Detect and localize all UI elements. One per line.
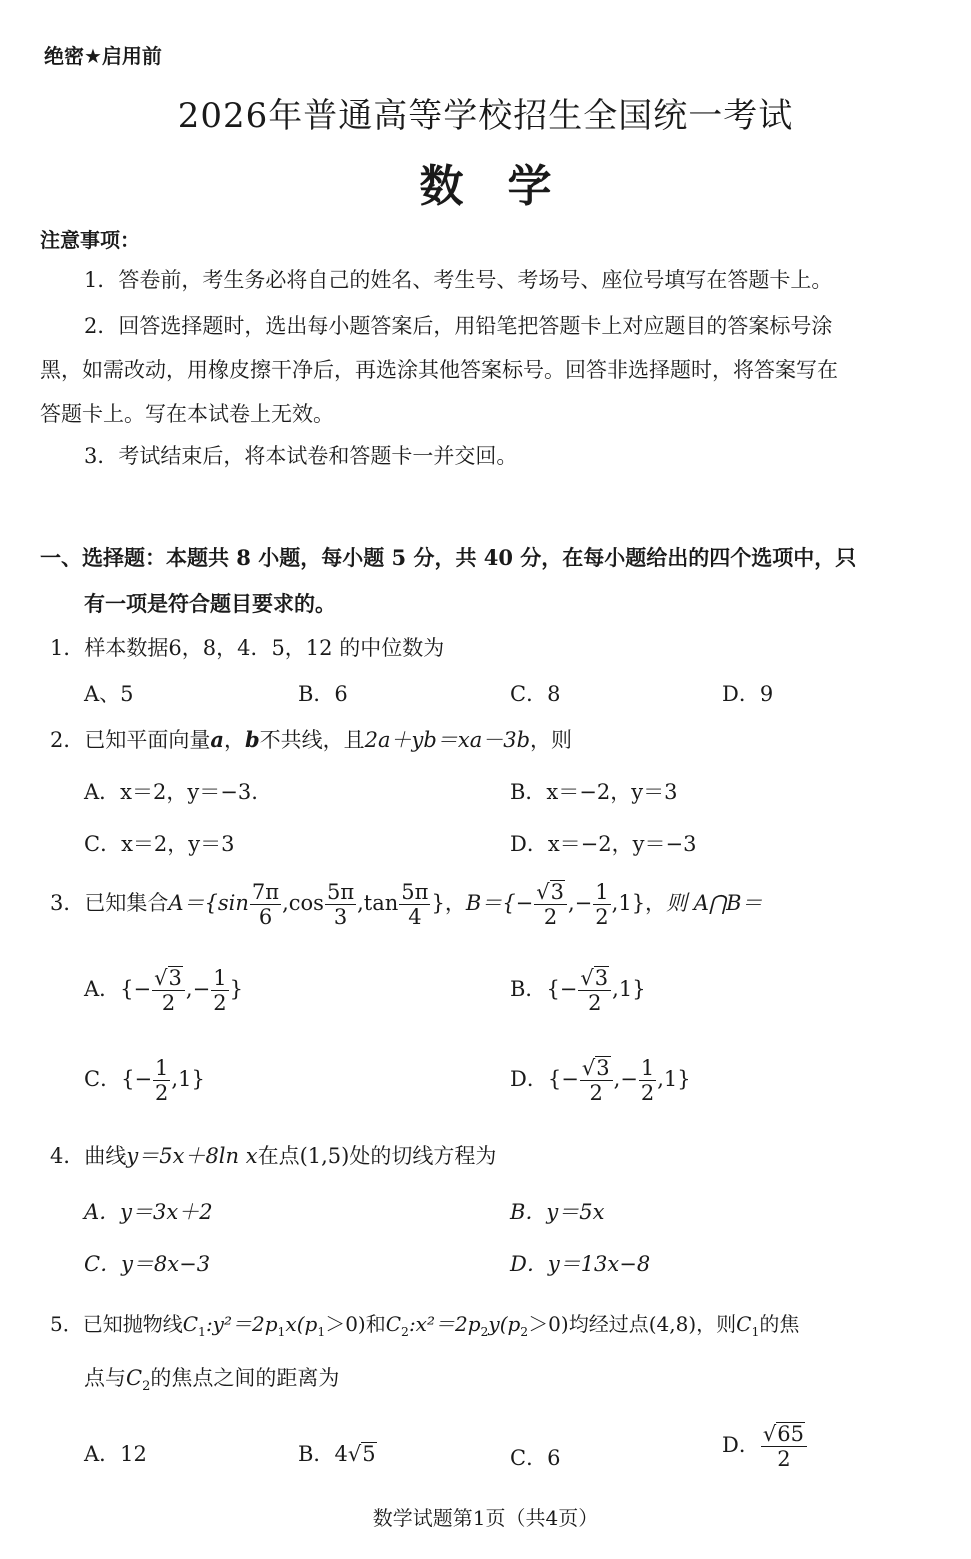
q5-option-b[interactable]: B．4√5 bbox=[298, 1442, 376, 1466]
q5-stem-line-2 bbox=[84, 1362, 339, 1394]
q3-cos: ,cos bbox=[282, 891, 324, 916]
q3-frac-1-2: $\frac{1}{2}$ bbox=[595, 880, 609, 930]
q5-text-3: ，则 bbox=[696, 1312, 737, 1336]
q5-stem-line-1 bbox=[50, 1308, 799, 1339]
q4-stem bbox=[50, 1140, 496, 1170]
q3-option-a-frac-2: $\frac{1}{2}$ bbox=[213, 966, 227, 1016]
q3-option-d-sep: ,− bbox=[613, 1067, 638, 1092]
q4-curve: y＝5x＋8ln x bbox=[126, 1144, 258, 1168]
notice-item-1: 1．答卷前，考生务必将自己的姓名、考生号、考场号、座位号填写在答题卡上。 bbox=[84, 268, 833, 292]
q5-text-1: 已知抛物线 bbox=[82, 1312, 183, 1336]
q5-and: 和 bbox=[365, 1312, 386, 1336]
notice-item-2-line-2: 黑，如需改动，用橡皮擦干净后，再选涂其他答案标号。回答非选择题时，将答案写在 bbox=[40, 358, 838, 382]
q3-option-a-close: } bbox=[229, 977, 243, 1002]
q1-option-b[interactable]: B．6 bbox=[298, 682, 348, 706]
exam-title: 2026年普通高等学校招生全国统一考试 bbox=[177, 96, 794, 136]
q2-option-c[interactable]: C．x＝2，y＝3 bbox=[84, 832, 235, 856]
q5-c1-eq: :y²＝2p bbox=[205, 1312, 278, 1336]
q2-text-1: 已知平面向量 bbox=[84, 728, 211, 752]
q3-tan: ,tan bbox=[357, 891, 399, 916]
q3-set-a-close: }， bbox=[431, 891, 466, 916]
q3-option-d[interactable] bbox=[510, 1056, 691, 1105]
q3-option-d-label: D． bbox=[510, 1067, 548, 1092]
q2-separator: ， bbox=[223, 728, 245, 752]
q5-c2-sub: 2 bbox=[401, 1324, 409, 1339]
q1-option-d[interactable]: D．9 bbox=[722, 682, 774, 706]
q3-option-b-open: {− bbox=[546, 977, 578, 1002]
q1-stem: 1．样本数据6，8，4．5，12 的中位数为 bbox=[50, 636, 445, 660]
q3-option-d-open: {− bbox=[547, 1067, 579, 1092]
q4-point: (1,5) bbox=[299, 1144, 350, 1168]
q2-text-3: ，则 bbox=[530, 728, 573, 752]
section-heading-line-2: 有一项是符合题目要求的。 bbox=[84, 591, 336, 616]
q3-option-c-open: {− bbox=[121, 1067, 153, 1092]
q3-option-a[interactable] bbox=[84, 966, 243, 1015]
q5-c1-ref: C bbox=[736, 1312, 752, 1336]
q2-option-a[interactable]: A．x＝2，y＝−3. bbox=[84, 780, 258, 804]
q3-b-mid: ,− bbox=[568, 891, 593, 916]
q3-option-c[interactable] bbox=[84, 1056, 205, 1105]
notice-item-2-line-3: 答题卡上。写在本试卷上无效。 bbox=[40, 402, 334, 426]
q5-line2-text-2: 的焦点之间的距离为 bbox=[150, 1366, 340, 1390]
q5-line2-text-1: 点与 bbox=[84, 1366, 126, 1390]
q2-vector-b: b bbox=[244, 727, 260, 752]
q5-c1: C bbox=[182, 1312, 199, 1336]
q4-option-b[interactable]: B．y＝5x bbox=[510, 1200, 605, 1224]
q5-option-c[interactable]: C．6 bbox=[510, 1446, 561, 1470]
q5-c2: C bbox=[385, 1312, 402, 1336]
q5-p1-sub-2: 1 bbox=[317, 1324, 326, 1339]
q3-frac-sqrt3-2: $\frac{√3}{2}$ bbox=[534, 880, 567, 929]
q1-option-a[interactable]: A、5 bbox=[84, 682, 134, 706]
q3-option-a-label: A． bbox=[84, 977, 121, 1002]
q5-option-d-label: D． bbox=[722, 1433, 760, 1458]
q5-p2-sub-2: 2 bbox=[520, 1324, 529, 1339]
q5-c1-cond: x(p bbox=[285, 1312, 318, 1336]
notice-item-2-line-1: 2．回答选择题时，选出每小题答案后，用铅笔把答题卡上对应题目的答案标号涂 bbox=[84, 314, 833, 338]
q5-text-4: 的焦 bbox=[759, 1312, 800, 1336]
notice-item-3: 3．考试结束后，将本试卷和答题卡一并交回。 bbox=[84, 444, 518, 468]
q5-option-d[interactable] bbox=[722, 1422, 808, 1471]
q5-p1-sub: 1 bbox=[277, 1324, 286, 1339]
q3-option-d-close: ,1} bbox=[657, 1067, 691, 1092]
q5-c2-cond: y(p bbox=[488, 1312, 521, 1336]
q4-number: 4． bbox=[50, 1144, 85, 1168]
q3-frac-5pi-3: $\frac{5\pi}{3}$ bbox=[326, 880, 355, 930]
q5-c1-ref-sub: 1 bbox=[751, 1324, 760, 1339]
q3-option-c-label: C． bbox=[84, 1067, 122, 1092]
q3-ask: 则 A⋂B＝ bbox=[666, 891, 763, 916]
q4-option-c[interactable]: C．y＝8x−3 bbox=[84, 1252, 211, 1276]
q3-option-a-frac-1: $\frac{√3}{2}$ bbox=[152, 966, 185, 1015]
section-heading-line-1: 一、选择题：本题共 8 小题，每小题 5 分，共 40 分，在每小题给出的四个选项中，只 bbox=[40, 545, 857, 570]
q2-stem bbox=[50, 724, 572, 754]
q3-text-1: 已知集合 bbox=[84, 891, 169, 916]
q5-point: (4,8) bbox=[648, 1312, 697, 1336]
q2-vector-a: a bbox=[210, 727, 224, 752]
q5-text-2: 均经过点 bbox=[568, 1312, 649, 1336]
q5-c2-ref: C bbox=[126, 1366, 143, 1390]
q3-option-b-close: ,1} bbox=[612, 977, 646, 1002]
q3-option-c-close: ,1} bbox=[171, 1067, 205, 1092]
q3-number: 3． bbox=[50, 891, 85, 916]
q3-set-a-open: A＝{sin bbox=[168, 891, 249, 916]
q3-stem bbox=[50, 880, 763, 929]
q3-option-a-sep: ,− bbox=[185, 977, 211, 1002]
q3-option-a-open: {− bbox=[120, 977, 152, 1002]
q4-text-1: 曲线 bbox=[84, 1144, 127, 1168]
q5-c1-cond-2: ＞0) bbox=[325, 1312, 366, 1336]
q3-frac-7pi-6: $\frac{7\pi}{6}$ bbox=[251, 880, 280, 930]
q5-option-d-frac: $\frac{√65}{2}$ bbox=[761, 1422, 807, 1471]
q4-option-a[interactable]: A．y＝3x＋2 bbox=[84, 1200, 213, 1224]
q5-c2-eq: :x²＝2p bbox=[408, 1312, 481, 1336]
q3-set-b-close: ,1}， bbox=[611, 891, 667, 916]
q5-c2-cond-2: ＞0) bbox=[528, 1312, 569, 1336]
q5-p2-sub: 2 bbox=[480, 1324, 489, 1339]
q3-option-b[interactable] bbox=[510, 966, 646, 1015]
q5-c2-ref-sub: 2 bbox=[142, 1379, 151, 1395]
q3-option-b-label: B． bbox=[510, 977, 547, 1002]
q5-c1-sub: 1 bbox=[198, 1324, 206, 1339]
q4-text-2: 在点 bbox=[257, 1144, 300, 1168]
q5-option-b-radicand: 5 bbox=[362, 1442, 376, 1466]
q5-option-b-coef: 4 bbox=[334, 1442, 348, 1466]
q5-number: 5． bbox=[50, 1312, 83, 1336]
q3-option-b-frac: $\frac{√3}{2}$ bbox=[578, 966, 611, 1015]
q2-number: 2． bbox=[50, 728, 85, 752]
q2-option-d[interactable]: D．x＝−2，y＝−3 bbox=[510, 832, 697, 856]
q3-option-d-frac-1: $\frac{√3}{2}$ bbox=[580, 1056, 613, 1105]
q3-frac-5pi-4: $\frac{5\pi}{4}$ bbox=[401, 880, 429, 930]
secret-mark: 绝密★启用前 bbox=[44, 44, 162, 68]
q3-option-d-frac-2: $\frac{1}{2}$ bbox=[640, 1056, 655, 1106]
q4-text-3: 处的切线方程为 bbox=[349, 1144, 497, 1168]
q4-option-d[interactable]: D．y＝13x−8 bbox=[510, 1252, 651, 1276]
q2-equation: 2a＋yb＝xa－3b bbox=[364, 728, 531, 752]
notice-title: 注意事项： bbox=[40, 228, 140, 252]
page-footer: 数学试题第1页（共4页） bbox=[372, 1506, 599, 1530]
q3-option-c-frac: $\frac{1}{2}$ bbox=[155, 1056, 169, 1106]
q3-set-b-open: B＝{− bbox=[465, 891, 534, 916]
q1-option-c[interactable]: C．8 bbox=[510, 682, 561, 706]
q2-option-b[interactable]: B．x＝−2，y＝3 bbox=[510, 780, 678, 804]
q5-option-a[interactable]: A．12 bbox=[84, 1442, 147, 1466]
subject-title: 数 学 bbox=[419, 161, 552, 212]
q2-text-2: 不共线，且 bbox=[259, 728, 365, 752]
q5-option-b-label: B． bbox=[298, 1442, 335, 1466]
